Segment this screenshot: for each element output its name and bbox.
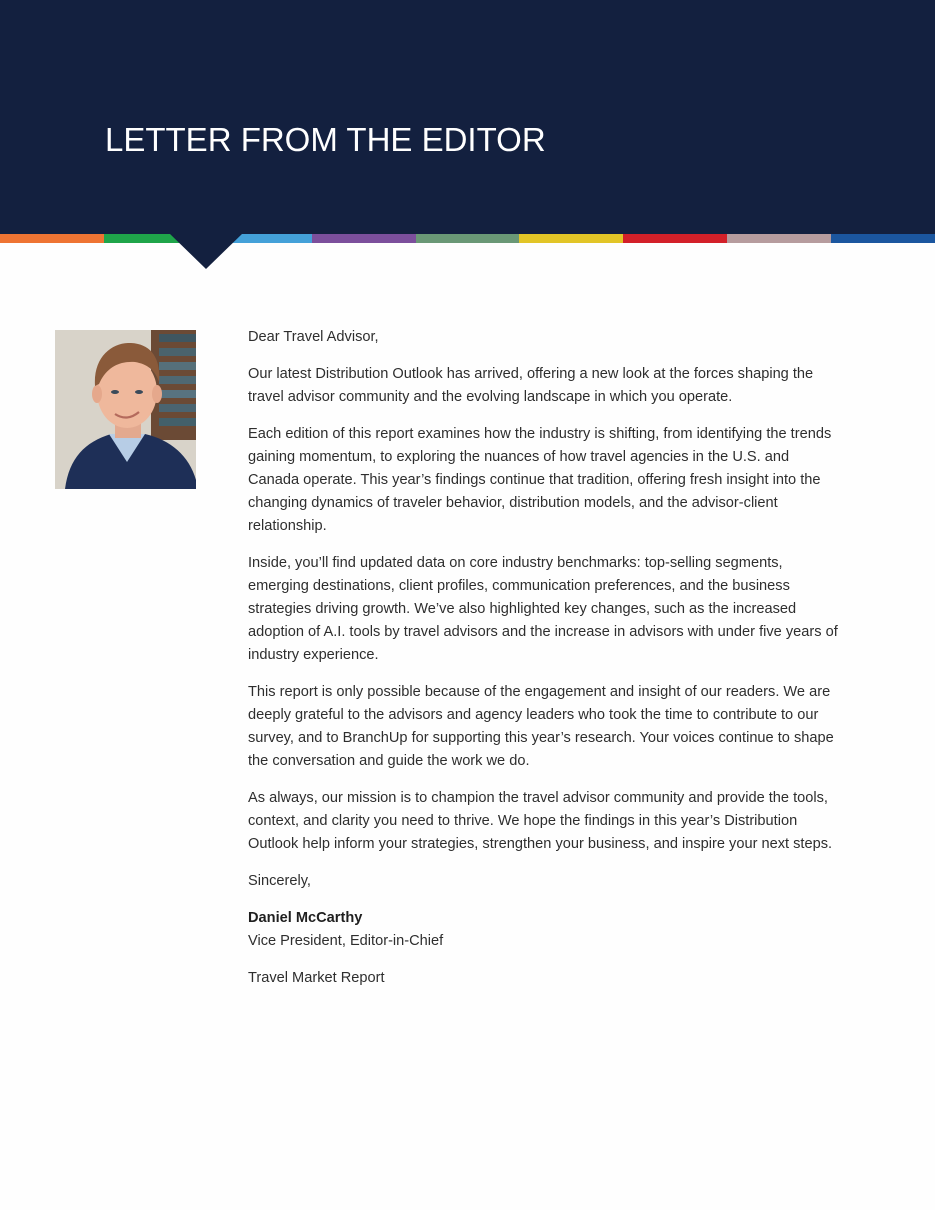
stripe-segment-red	[623, 234, 727, 243]
page-title: LETTER FROM THE EDITOR	[105, 121, 546, 158]
stripe-segment-blue	[831, 234, 935, 243]
signature-organization: Travel Market Report	[248, 970, 385, 986]
stripe-segment-yellow	[519, 234, 623, 243]
stripe-segment-orange	[0, 234, 104, 243]
letter-paragraph: Each edition of this report examines how the industry is shifting, from identifying the trends gaining momentum, to exploring the nuances of how travel agencies in the U.S. and Canada operate. This year’s findings continue that tradition, offering fresh insight into the changing dynamics of traveler behavior, distribution models, and the advisor-client relationship.	[248, 426, 832, 534]
letter-closing: Sincerely,	[248, 873, 311, 889]
letter-salutation: Dear Travel Advisor,	[248, 329, 379, 345]
letter-paragraph: Inside, you’ll find updated data on core industry benchmarks: top-selling segments, emerging destinations, client profiles, communication preferences, and the business strategies driving growth. We’ve also highlighted key changes, such as the increased adoption of A.I. tools by travel advisors and the increase in advisors with under five years of industry experience.	[248, 555, 838, 663]
color-stripe	[0, 234, 935, 243]
header-pointer-triangle	[169, 233, 243, 269]
letter-paragraph: As always, our mission is to champion the travel advisor community and provide the tools, context, and clarity you need to thrive. We hope the findings in this year’s Distribution Outlook help inform your strategies, strengthen your business, and inspire your next steps.	[248, 790, 833, 852]
signature-name: Daniel McCarthy	[248, 910, 363, 926]
stripe-segment-mauve	[727, 234, 831, 243]
editor-portrait	[55, 330, 196, 489]
editor-letter	[248, 326, 838, 1004]
signature-title: Vice President, Editor-in-Chief	[248, 933, 444, 949]
stripe-segment-sage	[416, 234, 520, 243]
letter-paragraph: Our latest Distribution Outlook has arrived, offering a new look at the forces shaping the travel advisor community and the evolving landscape in which you operate.	[248, 366, 814, 405]
header-banner	[0, 0, 935, 234]
stripe-segment-purple	[312, 234, 416, 243]
letter-paragraph: This report is only possible because of the engagement and insight of our readers. We are deeply grateful to the advisors and agency leaders who took the time to contribute to our survey, and to BranchUp for supporting this year’s research. Your voices continue to shape the conversation and guide the work we do.	[248, 684, 834, 769]
